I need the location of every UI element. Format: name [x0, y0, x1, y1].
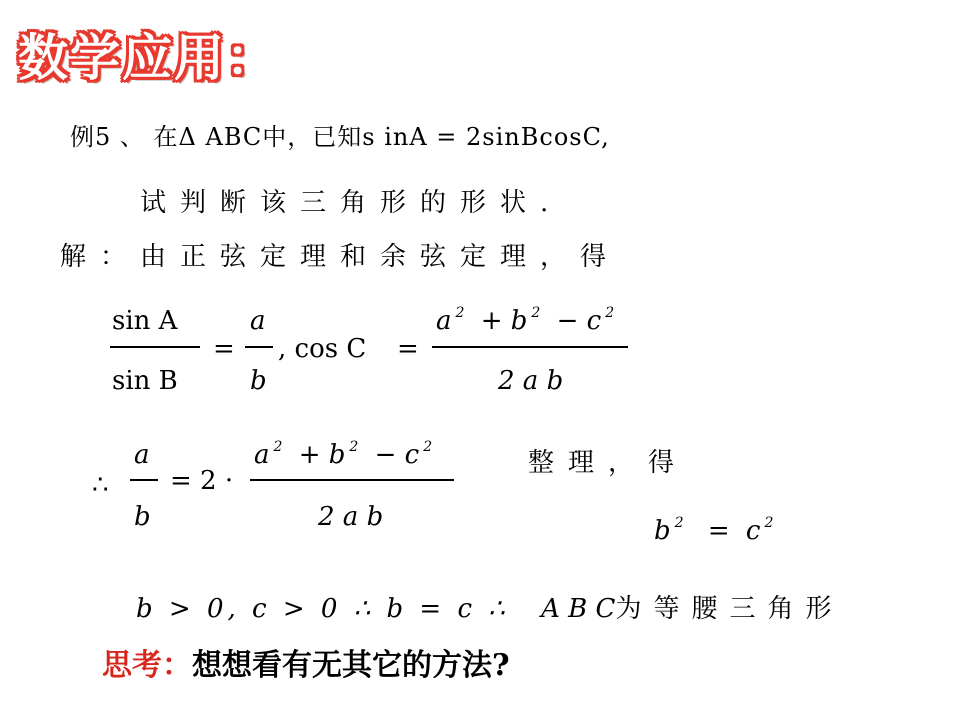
therefore-symbol: ∴	[92, 470, 109, 500]
cos-c-label: , cos C	[278, 334, 367, 364]
tidy-text: 整理，得	[528, 448, 689, 478]
example-question: 试判断该三角形的形状.	[140, 188, 563, 218]
equals-sign: =	[397, 334, 419, 364]
frac2-bar	[245, 346, 273, 348]
frac1-numerator: sin A	[112, 306, 178, 336]
equals-sign: =	[213, 334, 235, 364]
ratio-denominator: b	[134, 502, 151, 532]
frac1-bar	[110, 346, 200, 348]
ratio-numerator: a	[134, 440, 150, 470]
cosine-denominator: 2 a b	[498, 366, 564, 396]
think-question	[102, 640, 510, 684]
think-label: 思考：	[102, 648, 192, 683]
cosine-bar-2	[250, 479, 454, 481]
cosine-numerator: a $^2$ + b $^2$ − c $^2$	[436, 305, 615, 336]
ratio-bar	[130, 479, 158, 481]
conclusion-line: b > 0, c > 0 ∴ b = c ∴ A B C为等腰三角形	[136, 594, 844, 624]
example-statement: 例5 、 在Δ ABC中，已知s inA = 2sinBcosC,	[70, 123, 610, 151]
solution-intro: 解：由正弦定理和余弦定理，得	[60, 242, 621, 272]
equals-two-dot: = 2 ·	[170, 466, 234, 496]
cosine-denominator-2: 2 a b	[318, 502, 384, 532]
frac2-numerator: a	[250, 306, 266, 336]
cosine-numerator-2: a $^2$ + b $^2$ − c $^2$	[254, 439, 433, 470]
result-equation: b $^2$ = c $^2$	[654, 515, 774, 546]
think-text: 想想看有无其它的方法?	[192, 648, 510, 683]
cosine-bar	[432, 346, 628, 348]
frac2-denominator: b	[250, 366, 267, 396]
frac1-denominator: sin B	[112, 366, 178, 396]
slide-title: 数学应用：	[18, 29, 278, 87]
